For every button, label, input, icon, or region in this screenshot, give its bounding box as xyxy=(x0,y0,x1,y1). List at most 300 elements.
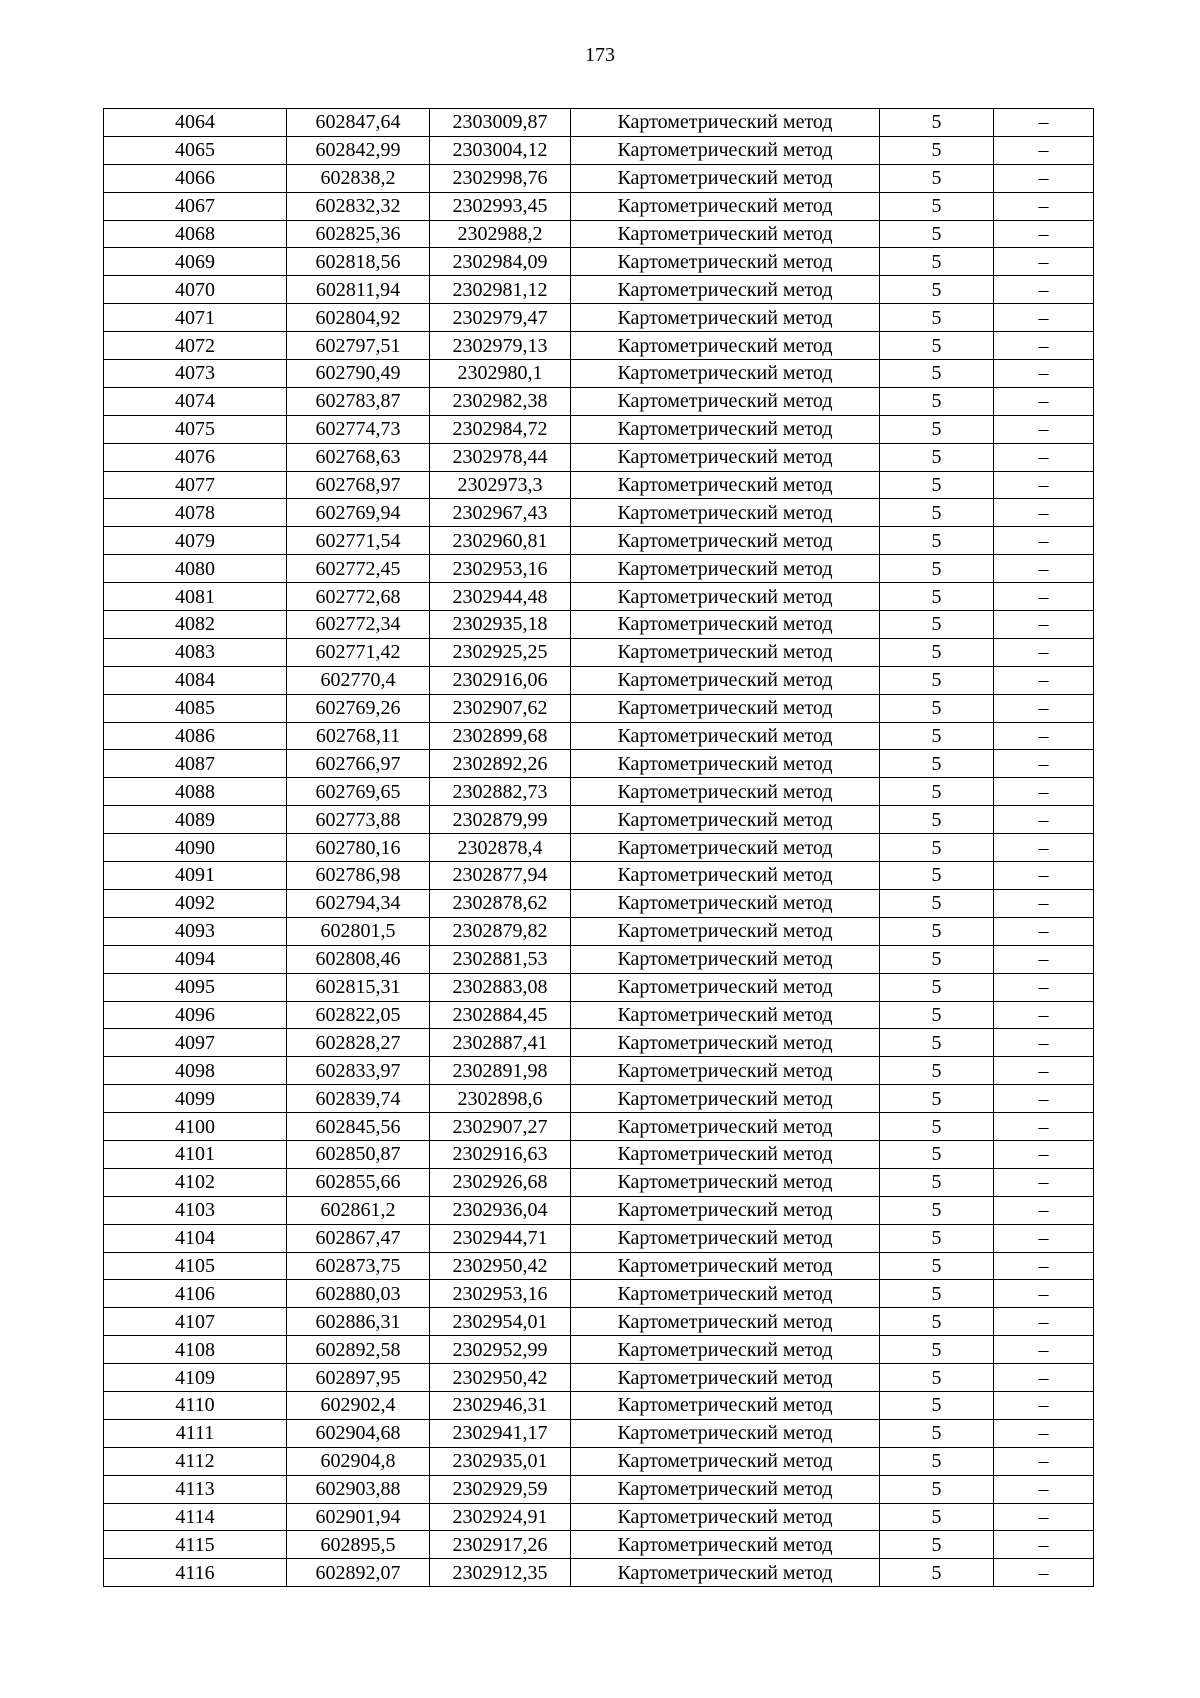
method-cell: Картометрический метод xyxy=(571,164,880,192)
x-coordinate-cell: 602811,94 xyxy=(287,276,430,304)
note-cell: – xyxy=(994,192,1094,220)
note-cell: – xyxy=(994,889,1094,917)
note-cell: – xyxy=(994,248,1094,276)
table-row xyxy=(104,332,1094,360)
note-cell: – xyxy=(994,1001,1094,1029)
accuracy-cell: 5 xyxy=(880,192,994,220)
accuracy-cell: 5 xyxy=(880,1252,994,1280)
note-cell: – xyxy=(994,1364,1094,1392)
table-row xyxy=(104,443,1094,471)
table-row xyxy=(104,694,1094,722)
table-row xyxy=(104,1168,1094,1196)
method-cell: Картометрический метод xyxy=(571,638,880,666)
y-coordinate-cell: 2302944,71 xyxy=(430,1224,571,1252)
y-coordinate-cell: 2302979,13 xyxy=(430,332,571,360)
accuracy-cell: 5 xyxy=(880,387,994,415)
y-coordinate-cell: 2302935,18 xyxy=(430,611,571,639)
x-coordinate-cell: 602768,11 xyxy=(287,722,430,750)
y-coordinate-cell: 2302916,06 xyxy=(430,666,571,694)
method-cell: Картометрический метод xyxy=(571,1252,880,1280)
point-number-cell: 4099 xyxy=(104,1085,287,1113)
y-coordinate-cell: 2302899,68 xyxy=(430,722,571,750)
accuracy-cell: 5 xyxy=(880,1559,994,1587)
method-cell: Картометрический метод xyxy=(571,1447,880,1475)
x-coordinate-cell: 602780,16 xyxy=(287,834,430,862)
coordinates-table-body xyxy=(104,109,1094,1587)
point-number-cell: 4103 xyxy=(104,1196,287,1224)
accuracy-cell: 5 xyxy=(880,1001,994,1029)
method-cell: Картометрический метод xyxy=(571,862,880,890)
note-cell: – xyxy=(994,611,1094,639)
point-number-cell: 4087 xyxy=(104,750,287,778)
accuracy-cell: 5 xyxy=(880,276,994,304)
point-number-cell: 4091 xyxy=(104,862,287,890)
table-row xyxy=(104,1559,1094,1587)
y-coordinate-cell: 2302907,27 xyxy=(430,1113,571,1141)
point-number-cell: 4115 xyxy=(104,1531,287,1559)
y-coordinate-cell: 2302887,41 xyxy=(430,1029,571,1057)
point-number-cell: 4079 xyxy=(104,527,287,555)
y-coordinate-cell: 2302941,17 xyxy=(430,1419,571,1447)
y-coordinate-cell: 2302878,4 xyxy=(430,834,571,862)
page-number: 173 xyxy=(585,44,615,66)
y-coordinate-cell: 2302984,09 xyxy=(430,248,571,276)
x-coordinate-cell: 602818,56 xyxy=(287,248,430,276)
table-row xyxy=(104,109,1094,137)
note-cell: – xyxy=(994,304,1094,332)
note-cell: – xyxy=(994,806,1094,834)
table-row xyxy=(104,1336,1094,1364)
table-row xyxy=(104,945,1094,973)
y-coordinate-cell: 2302926,68 xyxy=(430,1168,571,1196)
accuracy-cell: 5 xyxy=(880,750,994,778)
x-coordinate-cell: 602825,36 xyxy=(287,220,430,248)
x-coordinate-cell: 602770,4 xyxy=(287,666,430,694)
accuracy-cell: 5 xyxy=(880,1168,994,1196)
x-coordinate-cell: 602904,8 xyxy=(287,1447,430,1475)
point-number-cell: 4102 xyxy=(104,1168,287,1196)
point-number-cell: 4069 xyxy=(104,248,287,276)
x-coordinate-cell: 602902,4 xyxy=(287,1391,430,1419)
accuracy-cell: 5 xyxy=(880,443,994,471)
method-cell: Картометрический метод xyxy=(571,471,880,499)
note-cell: – xyxy=(994,750,1094,778)
note-cell: – xyxy=(994,387,1094,415)
accuracy-cell: 5 xyxy=(880,1503,994,1531)
x-coordinate-cell: 602822,05 xyxy=(287,1001,430,1029)
table-row xyxy=(104,1029,1094,1057)
accuracy-cell: 5 xyxy=(880,834,994,862)
method-cell: Картометрический метод xyxy=(571,1419,880,1447)
y-coordinate-cell: 2302993,45 xyxy=(430,192,571,220)
table-row xyxy=(104,1391,1094,1419)
y-coordinate-cell: 2302877,94 xyxy=(430,862,571,890)
y-coordinate-cell: 2302980,1 xyxy=(430,360,571,388)
point-number-cell: 4092 xyxy=(104,889,287,917)
point-number-cell: 4101 xyxy=(104,1140,287,1168)
x-coordinate-cell: 602790,49 xyxy=(287,360,430,388)
note-cell: – xyxy=(994,220,1094,248)
point-number-cell: 4090 xyxy=(104,834,287,862)
y-coordinate-cell: 2302978,44 xyxy=(430,443,571,471)
y-coordinate-cell: 2302967,43 xyxy=(430,499,571,527)
method-cell: Картометрический метод xyxy=(571,1391,880,1419)
table-row xyxy=(104,415,1094,443)
note-cell: – xyxy=(994,1475,1094,1503)
method-cell: Картометрический метод xyxy=(571,555,880,583)
x-coordinate-cell: 602892,07 xyxy=(287,1559,430,1587)
method-cell: Картометрический метод xyxy=(571,611,880,639)
table-row xyxy=(104,1196,1094,1224)
accuracy-cell: 5 xyxy=(880,304,994,332)
x-coordinate-cell: 602783,87 xyxy=(287,387,430,415)
accuracy-cell: 5 xyxy=(880,1085,994,1113)
point-number-cell: 4107 xyxy=(104,1308,287,1336)
table-row xyxy=(104,220,1094,248)
y-coordinate-cell: 2302979,47 xyxy=(430,304,571,332)
accuracy-cell: 5 xyxy=(880,499,994,527)
x-coordinate-cell: 602797,51 xyxy=(287,332,430,360)
x-coordinate-cell: 602832,32 xyxy=(287,192,430,220)
point-number-cell: 4116 xyxy=(104,1559,287,1587)
accuracy-cell: 5 xyxy=(880,332,994,360)
table-row xyxy=(104,1475,1094,1503)
method-cell: Картометрический метод xyxy=(571,778,880,806)
table-row xyxy=(104,1252,1094,1280)
method-cell: Картометрический метод xyxy=(571,1168,880,1196)
table-row xyxy=(104,666,1094,694)
method-cell: Картометрический метод xyxy=(571,973,880,1001)
note-cell: – xyxy=(994,1113,1094,1141)
note-cell: – xyxy=(994,1308,1094,1336)
x-coordinate-cell: 602855,66 xyxy=(287,1168,430,1196)
note-cell: – xyxy=(994,1029,1094,1057)
y-coordinate-cell: 2302891,98 xyxy=(430,1057,571,1085)
y-coordinate-cell: 2302882,73 xyxy=(430,778,571,806)
point-number-cell: 4097 xyxy=(104,1029,287,1057)
accuracy-cell: 5 xyxy=(880,220,994,248)
point-number-cell: 4105 xyxy=(104,1252,287,1280)
accuracy-cell: 5 xyxy=(880,248,994,276)
x-coordinate-cell: 602786,98 xyxy=(287,862,430,890)
point-number-cell: 4086 xyxy=(104,722,287,750)
y-coordinate-cell: 2302881,53 xyxy=(430,945,571,973)
accuracy-cell: 5 xyxy=(880,1475,994,1503)
x-coordinate-cell: 602867,47 xyxy=(287,1224,430,1252)
accuracy-cell: 5 xyxy=(880,666,994,694)
accuracy-cell: 5 xyxy=(880,136,994,164)
table-row xyxy=(104,499,1094,527)
y-coordinate-cell: 2302984,72 xyxy=(430,415,571,443)
table-row xyxy=(104,164,1094,192)
note-cell: – xyxy=(994,555,1094,583)
table-row xyxy=(104,1140,1094,1168)
x-coordinate-cell: 602892,58 xyxy=(287,1336,430,1364)
table-row xyxy=(104,583,1094,611)
x-coordinate-cell: 602880,03 xyxy=(287,1280,430,1308)
x-coordinate-cell: 602772,34 xyxy=(287,611,430,639)
note-cell: – xyxy=(994,136,1094,164)
note-cell: – xyxy=(994,1503,1094,1531)
note-cell: – xyxy=(994,1559,1094,1587)
accuracy-cell: 5 xyxy=(880,1029,994,1057)
y-coordinate-cell: 2302936,04 xyxy=(430,1196,571,1224)
table-row xyxy=(104,555,1094,583)
x-coordinate-cell: 602828,27 xyxy=(287,1029,430,1057)
x-coordinate-cell: 602842,99 xyxy=(287,136,430,164)
point-number-cell: 4080 xyxy=(104,555,287,583)
point-number-cell: 4071 xyxy=(104,304,287,332)
method-cell: Картометрический метод xyxy=(571,1531,880,1559)
x-coordinate-cell: 602833,97 xyxy=(287,1057,430,1085)
table-row xyxy=(104,889,1094,917)
accuracy-cell: 5 xyxy=(880,1336,994,1364)
accuracy-cell: 5 xyxy=(880,415,994,443)
y-coordinate-cell: 2302988,2 xyxy=(430,220,571,248)
table-row xyxy=(104,1001,1094,1029)
point-number-cell: 4074 xyxy=(104,387,287,415)
point-number-cell: 4068 xyxy=(104,220,287,248)
table-row xyxy=(104,1113,1094,1141)
note-cell: – xyxy=(994,332,1094,360)
note-cell: – xyxy=(994,722,1094,750)
note-cell: – xyxy=(994,917,1094,945)
x-coordinate-cell: 602768,97 xyxy=(287,471,430,499)
method-cell: Картометрический метод xyxy=(571,917,880,945)
table-row xyxy=(104,276,1094,304)
x-coordinate-cell: 602773,88 xyxy=(287,806,430,834)
note-cell: – xyxy=(994,109,1094,137)
note-cell: – xyxy=(994,1531,1094,1559)
table-row xyxy=(104,1364,1094,1392)
method-cell: Картометрический метод xyxy=(571,1113,880,1141)
note-cell: – xyxy=(994,1391,1094,1419)
x-coordinate-cell: 602861,2 xyxy=(287,1196,430,1224)
method-cell: Картометрический метод xyxy=(571,1559,880,1587)
y-coordinate-cell: 2302917,26 xyxy=(430,1531,571,1559)
table-row xyxy=(104,136,1094,164)
method-cell: Картометрический метод xyxy=(571,1503,880,1531)
method-cell: Картометрический метод xyxy=(571,1308,880,1336)
y-coordinate-cell: 2302878,62 xyxy=(430,889,571,917)
x-coordinate-cell: 602886,31 xyxy=(287,1308,430,1336)
note-cell: – xyxy=(994,1447,1094,1475)
table-row xyxy=(104,1419,1094,1447)
method-cell: Картометрический метод xyxy=(571,304,880,332)
table-row xyxy=(104,862,1094,890)
accuracy-cell: 5 xyxy=(880,889,994,917)
table-row xyxy=(104,471,1094,499)
y-coordinate-cell: 2303004,12 xyxy=(430,136,571,164)
accuracy-cell: 5 xyxy=(880,360,994,388)
note-cell: – xyxy=(994,527,1094,555)
method-cell: Картометрический метод xyxy=(571,220,880,248)
y-coordinate-cell: 2302953,16 xyxy=(430,1280,571,1308)
method-cell: Картометрический метод xyxy=(571,750,880,778)
note-cell: – xyxy=(994,276,1094,304)
y-coordinate-cell: 2302954,01 xyxy=(430,1308,571,1336)
method-cell: Картометрический метод xyxy=(571,276,880,304)
table-row xyxy=(104,360,1094,388)
y-coordinate-cell: 2302912,35 xyxy=(430,1559,571,1587)
point-number-cell: 4084 xyxy=(104,666,287,694)
note-cell: – xyxy=(994,1196,1094,1224)
y-coordinate-cell: 2302973,3 xyxy=(430,471,571,499)
point-number-cell: 4094 xyxy=(104,945,287,973)
point-number-cell: 4073 xyxy=(104,360,287,388)
x-coordinate-cell: 602794,34 xyxy=(287,889,430,917)
point-number-cell: 4070 xyxy=(104,276,287,304)
table-row xyxy=(104,638,1094,666)
y-coordinate-cell: 2302953,16 xyxy=(430,555,571,583)
accuracy-cell: 5 xyxy=(880,1196,994,1224)
y-coordinate-cell: 2302898,6 xyxy=(430,1085,571,1113)
point-number-cell: 4113 xyxy=(104,1475,287,1503)
table-row xyxy=(104,1085,1094,1113)
note-cell: – xyxy=(994,443,1094,471)
accuracy-cell: 5 xyxy=(880,1113,994,1141)
point-number-cell: 4114 xyxy=(104,1503,287,1531)
table-row xyxy=(104,1224,1094,1252)
y-coordinate-cell: 2302907,62 xyxy=(430,694,571,722)
point-number-cell: 4065 xyxy=(104,136,287,164)
note-cell: – xyxy=(994,360,1094,388)
point-number-cell: 4100 xyxy=(104,1113,287,1141)
accuracy-cell: 5 xyxy=(880,638,994,666)
point-number-cell: 4072 xyxy=(104,332,287,360)
point-number-cell: 4081 xyxy=(104,583,287,611)
y-coordinate-cell: 2302884,45 xyxy=(430,1001,571,1029)
method-cell: Картометрический метод xyxy=(571,248,880,276)
y-coordinate-cell: 2302879,99 xyxy=(430,806,571,834)
accuracy-cell: 5 xyxy=(880,1224,994,1252)
method-cell: Картометрический метод xyxy=(571,834,880,862)
method-cell: Картометрический метод xyxy=(571,136,880,164)
method-cell: Картометрический метод xyxy=(571,694,880,722)
point-number-cell: 4067 xyxy=(104,192,287,220)
y-coordinate-cell: 2302879,82 xyxy=(430,917,571,945)
note-cell: – xyxy=(994,1336,1094,1364)
point-number-cell: 4110 xyxy=(104,1391,287,1419)
method-cell: Картометрический метод xyxy=(571,1001,880,1029)
x-coordinate-cell: 602801,5 xyxy=(287,917,430,945)
point-number-cell: 4085 xyxy=(104,694,287,722)
method-cell: Картометрический метод xyxy=(571,1029,880,1057)
point-number-cell: 4089 xyxy=(104,806,287,834)
x-coordinate-cell: 602838,2 xyxy=(287,164,430,192)
x-coordinate-cell: 602774,73 xyxy=(287,415,430,443)
point-number-cell: 4112 xyxy=(104,1447,287,1475)
method-cell: Картометрический метод xyxy=(571,1364,880,1392)
method-cell: Картометрический метод xyxy=(571,1475,880,1503)
method-cell: Картометрический метод xyxy=(571,1196,880,1224)
note-cell: – xyxy=(994,694,1094,722)
method-cell: Картометрический метод xyxy=(571,415,880,443)
note-cell: – xyxy=(994,1085,1094,1113)
table-row xyxy=(104,192,1094,220)
x-coordinate-cell: 602901,94 xyxy=(287,1503,430,1531)
method-cell: Картометрический метод xyxy=(571,889,880,917)
x-coordinate-cell: 602766,97 xyxy=(287,750,430,778)
y-coordinate-cell: 2303009,87 xyxy=(430,109,571,137)
method-cell: Картометрический метод xyxy=(571,666,880,694)
note-cell: – xyxy=(994,638,1094,666)
accuracy-cell: 5 xyxy=(880,806,994,834)
table-row xyxy=(104,304,1094,332)
point-number-cell: 4082 xyxy=(104,611,287,639)
note-cell: – xyxy=(994,1419,1094,1447)
method-cell: Картометрический метод xyxy=(571,806,880,834)
y-coordinate-cell: 2302981,12 xyxy=(430,276,571,304)
note-cell: – xyxy=(994,583,1094,611)
x-coordinate-cell: 602769,65 xyxy=(287,778,430,806)
x-coordinate-cell: 602850,87 xyxy=(287,1140,430,1168)
method-cell: Картометрический метод xyxy=(571,1224,880,1252)
x-coordinate-cell: 602895,5 xyxy=(287,1531,430,1559)
coordinates-table xyxy=(103,108,1094,1587)
accuracy-cell: 5 xyxy=(880,1531,994,1559)
table-row xyxy=(104,387,1094,415)
x-coordinate-cell: 602771,42 xyxy=(287,638,430,666)
method-cell: Картометрический метод xyxy=(571,387,880,415)
table-row xyxy=(104,806,1094,834)
method-cell: Картометрический метод xyxy=(571,1085,880,1113)
method-cell: Картометрический метод xyxy=(571,443,880,471)
x-coordinate-cell: 602845,56 xyxy=(287,1113,430,1141)
y-coordinate-cell: 2302952,99 xyxy=(430,1336,571,1364)
method-cell: Картометрический метод xyxy=(571,1140,880,1168)
method-cell: Картометрический метод xyxy=(571,332,880,360)
accuracy-cell: 5 xyxy=(880,1140,994,1168)
point-number-cell: 4064 xyxy=(104,109,287,137)
accuracy-cell: 5 xyxy=(880,471,994,499)
accuracy-cell: 5 xyxy=(880,1447,994,1475)
note-cell: – xyxy=(994,862,1094,890)
method-cell: Картометрический метод xyxy=(571,1336,880,1364)
table-row xyxy=(104,722,1094,750)
x-coordinate-cell: 602769,26 xyxy=(287,694,430,722)
accuracy-cell: 5 xyxy=(880,694,994,722)
method-cell: Картометрический метод xyxy=(571,1057,880,1085)
note-cell: – xyxy=(994,499,1094,527)
note-cell: – xyxy=(994,945,1094,973)
point-number-cell: 4111 xyxy=(104,1419,287,1447)
point-number-cell: 4075 xyxy=(104,415,287,443)
x-coordinate-cell: 602804,92 xyxy=(287,304,430,332)
note-cell: – xyxy=(994,415,1094,443)
accuracy-cell: 5 xyxy=(880,583,994,611)
point-number-cell: 4109 xyxy=(104,1364,287,1392)
accuracy-cell: 5 xyxy=(880,555,994,583)
method-cell: Картометрический метод xyxy=(571,583,880,611)
point-number-cell: 4093 xyxy=(104,917,287,945)
point-number-cell: 4095 xyxy=(104,973,287,1001)
accuracy-cell: 5 xyxy=(880,722,994,750)
table-row xyxy=(104,248,1094,276)
accuracy-cell: 5 xyxy=(880,1308,994,1336)
table-row xyxy=(104,750,1094,778)
x-coordinate-cell: 602904,68 xyxy=(287,1419,430,1447)
note-cell: – xyxy=(994,834,1094,862)
y-coordinate-cell: 2302960,81 xyxy=(430,527,571,555)
note-cell: – xyxy=(994,666,1094,694)
table-row xyxy=(104,1057,1094,1085)
table-row xyxy=(104,778,1094,806)
accuracy-cell: 5 xyxy=(880,1364,994,1392)
table-row xyxy=(104,1308,1094,1336)
x-coordinate-cell: 602873,75 xyxy=(287,1252,430,1280)
x-coordinate-cell: 602768,63 xyxy=(287,443,430,471)
